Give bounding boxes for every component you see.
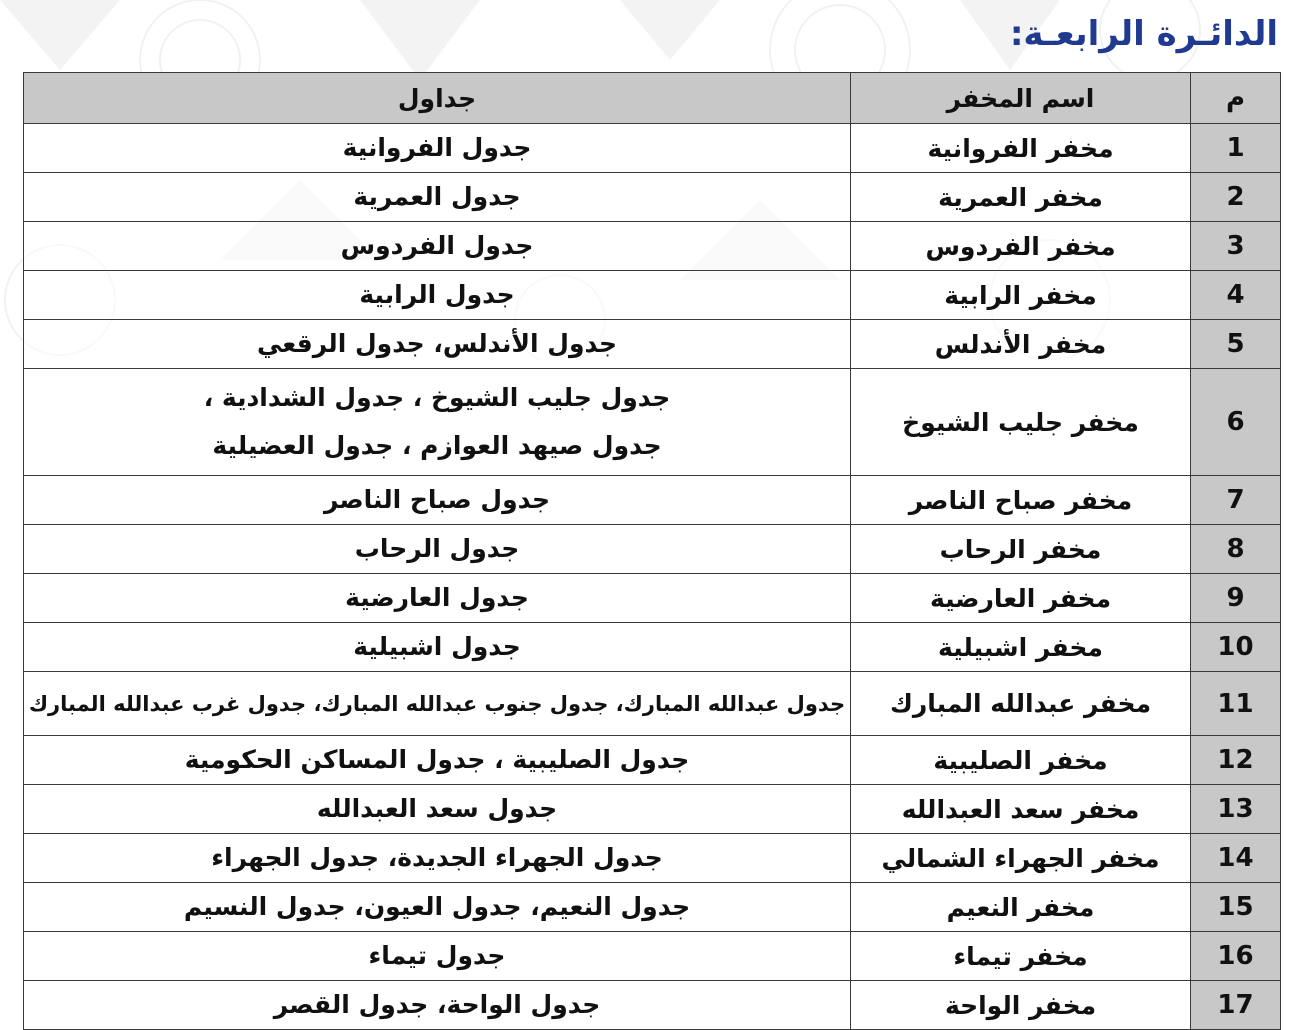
table-entry: جدول صيهد العوازم ، جدول العضيلية [212, 431, 662, 460]
row-number: 6 [1191, 369, 1281, 476]
station-tables [24, 574, 851, 623]
station-name: مخفر الواحة [851, 981, 1191, 1030]
table-entry: جدول جليب الشيوخ ، جدول الشدادية ، [203, 383, 671, 412]
station-tables [24, 173, 851, 222]
station-name: مخفر عبدالله المبارك [851, 672, 1191, 736]
station-name: مخفر الرحاب [851, 525, 1191, 574]
station-tables [24, 736, 851, 785]
station-name: مخفر الرابية [851, 271, 1191, 320]
station-tables [24, 981, 851, 1030]
row-number: 11 [1191, 672, 1281, 736]
row-number: 4 [1191, 271, 1281, 320]
header-number: م [1191, 73, 1281, 124]
station-name: مخفر صباح الناصر [851, 476, 1191, 525]
row-number: 14 [1191, 834, 1281, 883]
table-entry: جدول الجهراء الجديدة، جدول الجهراء [211, 843, 663, 872]
station-tables [24, 932, 851, 981]
row-number: 9 [1191, 574, 1281, 623]
table-entry: جدول الصليبية ، جدول المساكن الحكومية [184, 745, 690, 774]
row-number: 3 [1191, 222, 1281, 271]
row-number: 10 [1191, 623, 1281, 672]
table-row [24, 369, 1281, 476]
table-row [24, 932, 1281, 981]
row-number: 12 [1191, 736, 1281, 785]
table-entry: جدول العمرية [353, 182, 521, 211]
table-entry: جدول صباح الناصر [323, 485, 551, 514]
station-tables [24, 883, 851, 932]
row-number: 13 [1191, 785, 1281, 834]
station-name: مخفر الجهراء الشمالي [851, 834, 1191, 883]
station-tables [24, 222, 851, 271]
station-name: مخفر جليب الشيوخ [851, 369, 1191, 476]
table-row [24, 320, 1281, 369]
station-tables [24, 834, 851, 883]
table-row [24, 574, 1281, 623]
table-row [24, 736, 1281, 785]
table-entry: جدول النعيم، جدول العيون، جدول النسيم [183, 892, 691, 921]
table-entry: جدول عبدالله المبارك، جدول جنوب عبدالله المبارك، جدول غرب عبدالله المبارك [28, 691, 846, 716]
table-row [24, 124, 1281, 173]
table-entry: جدول الرابية [359, 280, 515, 309]
station-name: مخفر الصليبية [851, 736, 1191, 785]
station-name: مخفر العارضية [851, 574, 1191, 623]
page-title: الدائـرة الرابعـة: [1009, 14, 1278, 54]
table-entry: جدول الواحة، جدول القصر [273, 990, 601, 1019]
station-name: مخفر تيماء [851, 932, 1191, 981]
table-row [24, 672, 1281, 736]
station-name: مخفر الفروانية [851, 124, 1191, 173]
table-header-row [24, 73, 1281, 124]
station-name: مخفر اشبيلية [851, 623, 1191, 672]
table-row [24, 525, 1281, 574]
table-entry: جدول الفروانية [342, 133, 532, 162]
table-entry: جدول سعد العبدالله [316, 794, 558, 823]
station-name: مخفر سعد العبدالله [851, 785, 1191, 834]
station-tables [24, 623, 851, 672]
table-entry: جدول الأندلس، جدول الرقعي [256, 329, 617, 358]
station-tables [24, 672, 851, 736]
header-tables: جداول [24, 73, 851, 124]
station-tables [24, 525, 851, 574]
row-number: 15 [1191, 883, 1281, 932]
table-row [24, 834, 1281, 883]
row-number: 17 [1191, 981, 1281, 1030]
header-station-name: اسم المخفر [851, 73, 1191, 124]
table-row [24, 173, 1281, 222]
row-number: 5 [1191, 320, 1281, 369]
table-row [24, 222, 1281, 271]
station-tables [24, 124, 851, 173]
row-number: 2 [1191, 173, 1281, 222]
stations-table [23, 72, 1281, 1030]
row-number: 7 [1191, 476, 1281, 525]
station-name: مخفر الأندلس [851, 320, 1191, 369]
station-name: مخفر العمرية [851, 173, 1191, 222]
table-row [24, 271, 1281, 320]
station-name: مخفر النعيم [851, 883, 1191, 932]
table-row [24, 981, 1281, 1030]
station-tables [24, 271, 851, 320]
table-entry: جدول اشبيلية [353, 632, 521, 661]
stations-table-wrapper [23, 72, 1280, 1030]
table-row [24, 883, 1281, 932]
table-entry: جدول الرحاب [354, 534, 520, 563]
row-number: 1 [1191, 124, 1281, 173]
table-row [24, 476, 1281, 525]
station-tables [24, 785, 851, 834]
table-entry: جدول الفردوس [340, 231, 534, 260]
table-entry: جدول العارضية [345, 583, 529, 612]
row-number: 16 [1191, 932, 1281, 981]
station-name: مخفر الفردوس [851, 222, 1191, 271]
row-number: 8 [1191, 525, 1281, 574]
table-row [24, 785, 1281, 834]
table-row [24, 623, 1281, 672]
station-tables [24, 320, 851, 369]
table-entry: جدول تيماء [368, 941, 506, 970]
station-tables [24, 476, 851, 525]
station-tables [24, 369, 851, 476]
